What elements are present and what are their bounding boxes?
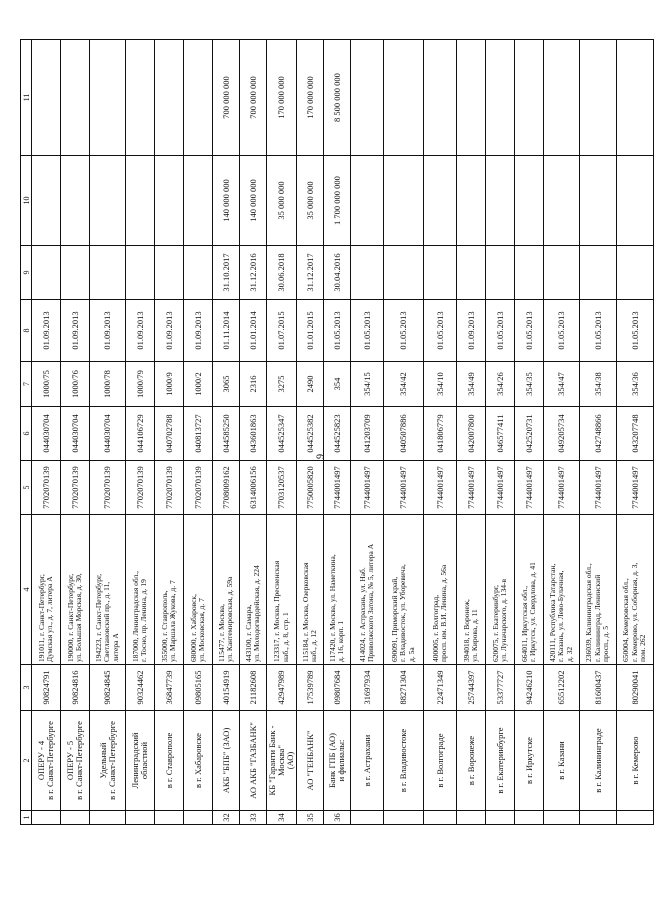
cell-c5: 7702070139 [61, 461, 90, 515]
cell-c8: 01.09.2013 [90, 300, 126, 362]
cell-c10 [457, 156, 486, 246]
cell-c6: 042748866 [580, 407, 617, 461]
cell-c8: 01.07.2015 [267, 300, 297, 362]
cell-c10 [617, 156, 654, 246]
cell-c1 [580, 811, 617, 825]
cell-c7: 1000/79 [126, 362, 155, 407]
cell-c8: 01.09.2013 [155, 300, 184, 362]
cell-c6: 044030704 [90, 407, 126, 461]
cell-c4: 650004, Кемеровская обл., г. Кемерово, ул. Соборная, д. 3, пом. 262 [617, 515, 654, 665]
cell-c1 [544, 811, 580, 825]
cell-c9 [544, 246, 580, 300]
cell-c5: 7744001497 [486, 461, 515, 515]
cell-c5: 7744001497 [580, 461, 617, 515]
cell-c8: 01.05.2013 [617, 300, 654, 362]
cell-c5: 7703120537 [267, 461, 297, 515]
cell-c7: 354/26 [486, 362, 515, 407]
cell-c2: Удельный в г. Санкт-Петербурге [90, 711, 126, 811]
cell-c1 [384, 811, 424, 825]
cell-c11 [544, 40, 580, 156]
cell-c5: 7750005820 [297, 461, 324, 515]
cell-c8: 01.09.2013 [61, 300, 90, 362]
cell-c8: 01.05.2013 [384, 300, 424, 362]
cell-c4: 443100, г. Самара, ул. Молодогвардейская, д. 224 [240, 515, 267, 665]
cell-c7: 1000/75 [32, 362, 61, 407]
cell-c10 [155, 156, 184, 246]
cell-c6: 042007800 [457, 407, 486, 461]
cell-c5: 7702070139 [126, 461, 155, 515]
cell-c10: 35 000 000 [297, 156, 324, 246]
cell-c2: в г. Волгограде [424, 711, 457, 811]
cell-c5: 7744001497 [617, 461, 654, 515]
cell-c6: 044030704 [32, 407, 61, 461]
cell-c10 [32, 156, 61, 246]
cell-c1 [515, 811, 544, 825]
cell-c8: 01.05.2013 [324, 300, 351, 362]
cell-c5: 7708009162 [213, 461, 240, 515]
cell-c11 [184, 40, 213, 156]
cell-c4: 115477, г. Москва, ул. Кантемировская, д. 59а [213, 515, 240, 665]
cell-c6: 049205734 [544, 407, 580, 461]
cell-c5: 7702070139 [32, 461, 61, 515]
col-header: 6 [21, 407, 32, 461]
cell-c7: 1000/78 [90, 362, 126, 407]
cell-c3: 36847739 [155, 665, 184, 711]
table-row [617, 40, 654, 825]
table-row [297, 40, 324, 825]
cell-c6: 044525347 [267, 407, 297, 461]
cell-c7: 354/47 [544, 362, 580, 407]
cell-c5: 7744001497 [351, 461, 384, 515]
cell-c6: 044525382 [297, 407, 324, 461]
cell-c6: 044106729 [126, 407, 155, 461]
cell-c1: 35 [297, 811, 324, 825]
cell-c3: 80290041 [617, 665, 654, 711]
cell-c8: 01.09.2013 [184, 300, 213, 362]
cell-c4: 115184, г. Москва, Озерковская наб., д. 12 [297, 515, 324, 665]
cell-c10 [580, 156, 617, 246]
cell-c3: 90824845 [90, 665, 126, 711]
table-row [515, 40, 544, 825]
cell-c1: 32 [213, 811, 240, 825]
cell-c9: 30.06.2018 [267, 246, 297, 300]
cell-c2: АО АКБ "ГАЗБАНК" [240, 711, 267, 811]
cell-c6: 040813727 [184, 407, 213, 461]
col-header: 1 [21, 811, 32, 825]
table-row [267, 40, 297, 825]
cell-c3: 40154919 [213, 665, 240, 711]
cell-c8: 01.05.2013 [486, 300, 515, 362]
cell-c11 [351, 40, 384, 156]
cell-c11 [457, 40, 486, 156]
cell-c7: 2316 [240, 362, 267, 407]
cell-c11 [424, 40, 457, 156]
cell-c3: 53377727 [486, 665, 515, 711]
cell-c3: 21182608 [240, 665, 267, 711]
cell-c5: 7744001497 [544, 461, 580, 515]
cell-c7: 1000/76 [61, 362, 90, 407]
cell-c9 [384, 246, 424, 300]
col-header: 5 [21, 461, 32, 515]
col-header: 4 [21, 515, 32, 665]
cell-c10: 35 000 000 [267, 156, 297, 246]
cell-c4: 355000, г. Ставрополь, ул. Маршала Жукова, д. 7 [155, 515, 184, 665]
cell-c2: в г. Казани [544, 711, 580, 811]
cell-c4: 420111, Республика Татарстан, г. Казань, ул. Лево-Булачная, д. 32 [544, 515, 580, 665]
cell-c11: 170 000 000 [267, 40, 297, 156]
table-row [424, 40, 457, 825]
cell-c3: 31697934 [351, 665, 384, 711]
cell-c1 [424, 811, 457, 825]
cell-c11 [384, 40, 424, 156]
cell-c3: 88271304 [384, 665, 424, 711]
cell-c11: 700 000 000 [213, 40, 240, 156]
cell-c3: 17539789 [297, 665, 324, 711]
cell-c2: в г. Астрахани [351, 711, 384, 811]
page-number: 9 [315, 454, 327, 459]
cell-c9 [457, 246, 486, 300]
cell-c1: 33 [240, 811, 267, 825]
cell-c5: 6314006156 [240, 461, 267, 515]
cell-c10 [90, 156, 126, 246]
cell-c1 [617, 811, 654, 825]
cell-c8: 01.01.2015 [297, 300, 324, 362]
cell-c9 [486, 246, 515, 300]
cell-c8: 01.09.2013 [126, 300, 155, 362]
cell-c2: АО "ГЕНБАНК" [297, 711, 324, 811]
cell-c6: 041203709 [351, 407, 384, 461]
cell-c11 [580, 40, 617, 156]
cell-c1 [61, 811, 90, 825]
cell-c11 [617, 40, 654, 156]
table-row [61, 40, 90, 825]
cell-c9 [617, 246, 654, 300]
cell-c3: 25744397 [457, 665, 486, 711]
cell-c2: ОПЕРУ - 5 в г. Санкт-Петербурге [61, 711, 90, 811]
cell-c4: 190000, г. Санкт-Петербург, ул. Большая Морская, д. 30, [61, 515, 90, 665]
cell-c10 [351, 156, 384, 246]
cell-c11 [61, 40, 90, 156]
table-row [486, 40, 515, 825]
cell-c11 [155, 40, 184, 156]
cell-c7: 354/38 [580, 362, 617, 407]
cell-c6: 040507886 [384, 407, 424, 461]
cell-c11 [486, 40, 515, 156]
cell-c10 [184, 156, 213, 246]
col-header: 9 [21, 246, 32, 300]
cell-c10: 140 000 000 [240, 156, 267, 246]
cell-c4: 117420, г. Москва, ул. Наметкина, д. 16, корп. 1 [324, 515, 351, 665]
cell-c8: 01.11.2014 [213, 300, 240, 362]
cell-c4: 191011, г. Санкт-Петербург, Думская ул., д. 7, литера А [32, 515, 61, 665]
cell-c5: 7702070139 [155, 461, 184, 515]
cell-c6: 046577411 [486, 407, 515, 461]
cell-c5: 7744001497 [457, 461, 486, 515]
cell-c7: 2490 [297, 362, 324, 407]
col-header: 2 [21, 711, 32, 811]
cell-c6: 044585250 [213, 407, 240, 461]
cell-c3: 65512202 [544, 665, 580, 711]
cell-c2: в г. Кемерово [617, 711, 654, 811]
cell-c9 [424, 246, 457, 300]
table-row [184, 40, 213, 825]
cell-c5: 7702070139 [184, 461, 213, 515]
cell-c2: в г. Калининграде [580, 711, 617, 811]
cell-c2: КБ "Гаранти Банк - Москва" (АО) [267, 711, 297, 811]
table-row [90, 40, 126, 825]
cell-c8: 01.01.2014 [240, 300, 267, 362]
cell-c9: 30.04.2016 [324, 246, 351, 300]
cell-c3: 90824816 [61, 665, 90, 711]
cell-c2: в г. Воронеже [457, 711, 486, 811]
cell-c10 [515, 156, 544, 246]
cell-c3: 09805165 [184, 665, 213, 711]
cell-c10: 140 000 000 [213, 156, 240, 246]
cell-c9 [155, 246, 184, 300]
cell-c6: 043207748 [617, 407, 654, 461]
col-header: 8 [21, 300, 32, 362]
cell-c9: 31.12.2017 [297, 246, 324, 300]
cell-c9 [126, 246, 155, 300]
col-header: 11 [21, 40, 32, 156]
cell-c9 [61, 246, 90, 300]
cell-c9 [515, 246, 544, 300]
cell-c10 [424, 156, 457, 246]
cell-c4: 680000, г. Хабаровск, ул. Московская, д. 7 [184, 515, 213, 665]
cell-c4: 620075, г. Екатеринбург, ул. Луначарского, д. 134-в [486, 515, 515, 665]
cell-c2: в г. Хабаровске [184, 711, 213, 811]
cell-c6: 042520731 [515, 407, 544, 461]
cell-c2: в г. Иркутске [515, 711, 544, 811]
cell-c11: 170 000 000 [297, 40, 324, 156]
rotated-table-container [20, 40, 648, 825]
cell-c2: Банк ГПБ (АО) и филиалы: [324, 711, 351, 811]
cell-c4: 394018, г. Воронеж, ул. Кирова, д. 11 [457, 515, 486, 665]
header-row [21, 40, 32, 825]
cell-c6: 043601863 [240, 407, 267, 461]
cell-c1 [32, 811, 61, 825]
cell-c2: в г. Ставрополе [155, 711, 184, 811]
cell-c4: 123317, г. Москва, Пресненская наб., д. 8, стр. 1 [267, 515, 297, 665]
table-row [155, 40, 184, 825]
cell-c1 [486, 811, 515, 825]
cell-c7: 354/35 [515, 362, 544, 407]
cell-c6: 041806779 [424, 407, 457, 461]
cell-c11: 8 500 000 000 [324, 40, 351, 156]
cell-c1 [126, 811, 155, 825]
cell-c4: 400005, г. Волгоград, просп. им. В.И. Ленина, д. 56а [424, 515, 457, 665]
cell-c2: в г. Владивостоке [384, 711, 424, 811]
cell-c11 [90, 40, 126, 156]
cell-c9 [32, 246, 61, 300]
cell-c2: ОПЕРУ - 4 в г. Санкт-Петербурге [32, 711, 61, 811]
table-row [580, 40, 617, 825]
cell-c8: 01.05.2013 [544, 300, 580, 362]
cell-c5: 7744001497 [515, 461, 544, 515]
cell-c1 [90, 811, 126, 825]
cell-c3: 90324462 [126, 665, 155, 711]
cell-c8: 01.09.2013 [457, 300, 486, 362]
cell-c3: 22471349 [424, 665, 457, 711]
cell-c10 [61, 156, 90, 246]
cell-c4: 194223, г. Санкт-Петербург, Светлановский пр., д. 11, литера А [90, 515, 126, 665]
cell-c6: 040702788 [155, 407, 184, 461]
cell-c3: 81600437 [580, 665, 617, 711]
cell-c9: 31.10.2017 [213, 246, 240, 300]
cell-c7: 354/36 [617, 362, 654, 407]
cell-c6: 044030704 [61, 407, 90, 461]
cell-c4: 187000, Ленинградская обл., г. Тосно, пр. Ленина, д. 19 [126, 515, 155, 665]
cell-c5: 7744001497 [424, 461, 457, 515]
cell-c7: 1000/2 [184, 362, 213, 407]
cell-c11 [515, 40, 544, 156]
cell-c7: 354/15 [351, 362, 384, 407]
table-row [324, 40, 351, 825]
cell-c10 [544, 156, 580, 246]
col-header: 3 [21, 665, 32, 711]
cell-c1 [457, 811, 486, 825]
cell-c7: 354/10 [424, 362, 457, 407]
table-row [351, 40, 384, 825]
table-row [126, 40, 155, 825]
cell-c3: 90824791 [32, 665, 61, 711]
cell-c1 [351, 811, 384, 825]
cell-c7: 3275 [267, 362, 297, 407]
cell-c3: 94246210 [515, 665, 544, 711]
cell-c7: 1000/9 [155, 362, 184, 407]
cell-c8: 01.05.2013 [424, 300, 457, 362]
col-header: 7 [21, 362, 32, 407]
table-row [457, 40, 486, 825]
cell-c11: 700 000 000 [240, 40, 267, 156]
cell-c7: 3065 [213, 362, 240, 407]
cell-c8: 01.05.2013 [351, 300, 384, 362]
cell-c4: 236039, Калининградская обл., г. Калининград, Ленинский просп., д. 5 [580, 515, 617, 665]
cell-c11 [126, 40, 155, 156]
cell-c1: 36 [324, 811, 351, 825]
cell-c10: 1 700 000 000 [324, 156, 351, 246]
table-row [32, 40, 61, 825]
col-header: 10 [21, 156, 32, 246]
cell-c10 [384, 156, 424, 246]
cell-c2: Ленинградский областной [126, 711, 155, 811]
table-row [384, 40, 424, 825]
cell-c1: 34 [267, 811, 297, 825]
cell-c11 [32, 40, 61, 156]
cell-c2: АКБ "БПБ" (ЗАО) [213, 711, 240, 811]
cell-c7: 354 [324, 362, 351, 407]
cell-c1 [155, 811, 184, 825]
cell-c6: 044525823 [324, 407, 351, 461]
registry-table [20, 39, 654, 825]
cell-c4: 664011, Иркутская обл., г. Иркутск, ул. Свердлова, д. 41 [515, 515, 544, 665]
cell-c3: 42947989 [267, 665, 297, 711]
table-row [544, 40, 580, 825]
cell-c4: 690091, Приморский край, г. Владивосток, ул. Уборевича, д. 5а [384, 515, 424, 665]
cell-c7: 354/49 [457, 362, 486, 407]
cell-c2: в г. Екатеринбурге [486, 711, 515, 811]
table-row [240, 40, 267, 825]
cell-c9 [351, 246, 384, 300]
cell-c3: 09807684 [324, 665, 351, 711]
cell-c5: 7744001497 [384, 461, 424, 515]
cell-c7: 354/42 [384, 362, 424, 407]
table-row [213, 40, 240, 825]
cell-c9 [184, 246, 213, 300]
cell-c4: 414024, г. Астрахань, ул. Наб. Приволжского Затона, № 5, литера А [351, 515, 384, 665]
cell-c9: 31.12.2016 [240, 246, 267, 300]
cell-c5: 7744001497 [324, 461, 351, 515]
cell-c1 [184, 811, 213, 825]
cell-c10 [486, 156, 515, 246]
cell-c5: 7702070139 [90, 461, 126, 515]
cell-c9 [90, 246, 126, 300]
cell-c8: 01.05.2013 [515, 300, 544, 362]
cell-c9 [580, 246, 617, 300]
cell-c10 [126, 156, 155, 246]
cell-c8: 01.05.2013 [580, 300, 617, 362]
cell-c8: 01.09.2013 [32, 300, 61, 362]
